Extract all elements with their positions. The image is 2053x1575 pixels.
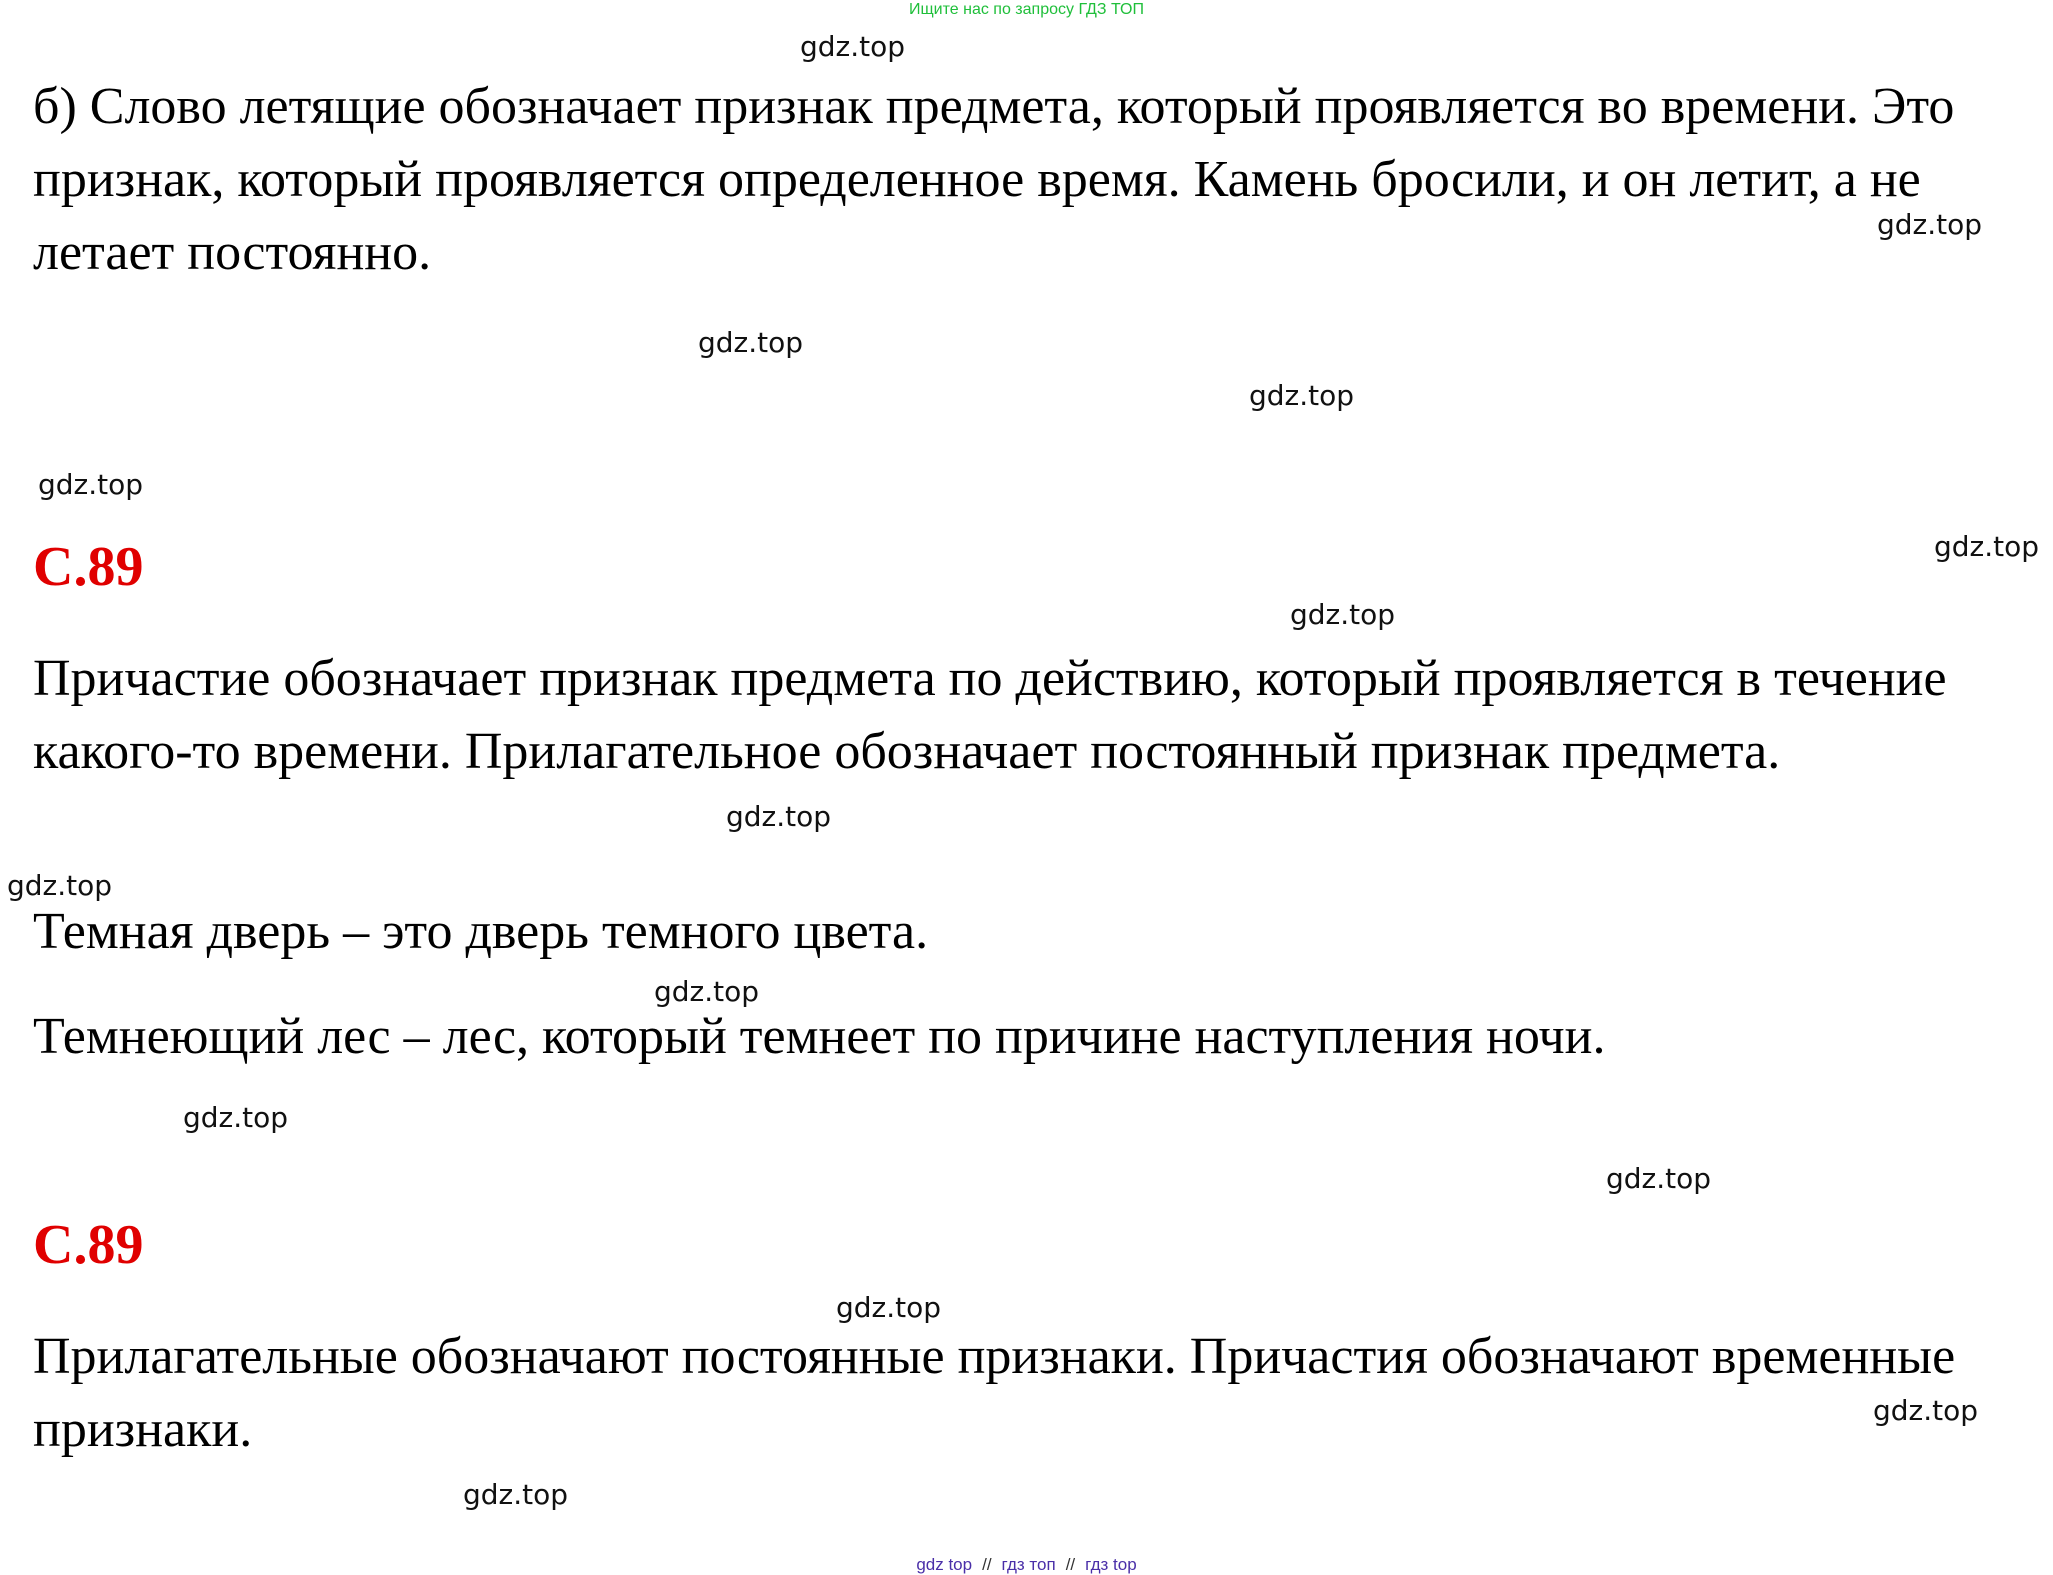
top-banner: Ищите нас по запросу ГДЗ ТОП [909, 1, 1144, 18]
paragraph-prilagatelnye: Прилагательные обозначают постоянные признаки. Причастия обозначают временные признаки. [33, 1328, 1956, 1458]
watermark: gdz.top [1249, 379, 1355, 412]
footer-separator: // [982, 1555, 992, 1574]
section-heading-2: С.89 [33, 1214, 144, 1276]
footer-links [0, 1555, 2053, 1575]
paragraph-temneyushchiy-les: Темнеющий лес – лес, который темнеет по причине наступления ночи. [33, 1008, 1606, 1065]
footer-link-gdz-top[interactable]: gdz top [916, 1555, 973, 1574]
watermark: gdz.top [698, 326, 804, 359]
watermark: gdz.top [1877, 208, 1983, 241]
paragraph-prichastie: Причастие обозначает признак предмета по действию, который проявляется в течение какого-то времени. Прилагательное обозначает постоянный признак предмета. [33, 650, 1947, 780]
watermark: gdz.top [654, 975, 760, 1008]
watermark: gdz.top [1873, 1394, 1979, 1427]
watermark: gdz.top [836, 1291, 942, 1324]
watermark: gdz.top [726, 800, 832, 833]
paragraph-letyashchie: б) Слово летящие обозначает признак предмета, который проявляется во времени. Это признак, который проявляется определенное время. Камень бросили, и он летит, а не летает постоянно. [33, 78, 1955, 281]
footer-link-gdz-top-ru[interactable]: гдз топ [1001, 1555, 1056, 1574]
watermark: gdz.top [1290, 598, 1396, 631]
watermark: gdz.top [1934, 530, 2040, 563]
footer-separator: // [1065, 1555, 1076, 1574]
watermark: gdz.top [463, 1478, 569, 1511]
section-heading-1: С.89 [33, 536, 144, 598]
paragraph-temnaya-dver: Темная дверь – это дверь темного цвета. [33, 903, 929, 960]
watermark: gdz.top [800, 30, 906, 63]
watermark: gdz.top [7, 869, 113, 902]
watermark: gdz.top [183, 1101, 289, 1134]
watermark: gdz.top [1606, 1162, 1712, 1195]
footer-link-gdz-top-mixed[interactable]: гдз top [1085, 1555, 1137, 1574]
watermark: gdz.top [38, 468, 144, 501]
